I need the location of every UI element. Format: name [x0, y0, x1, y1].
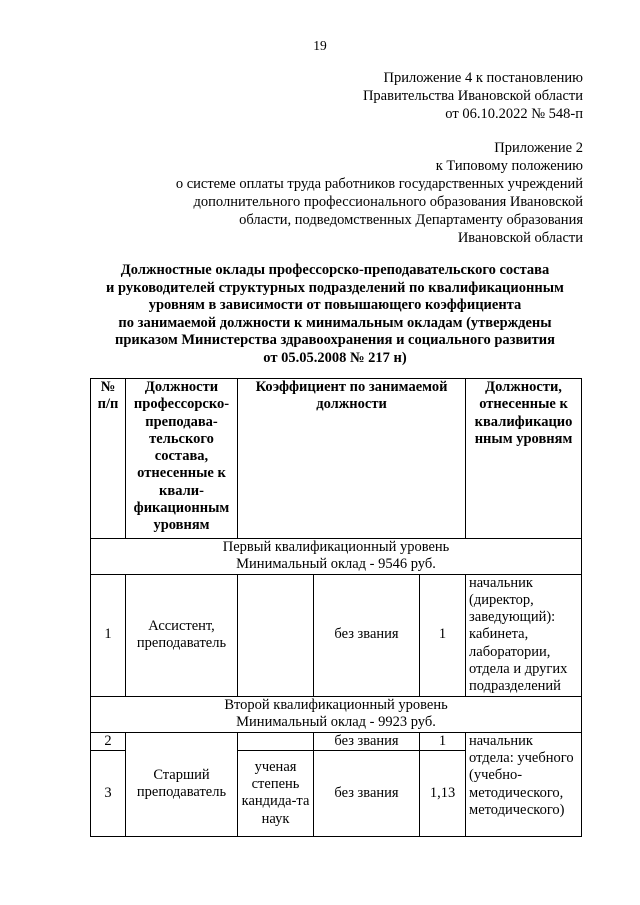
- title-line: по занимаемой должности к минимальным окладам (утверждены: [118, 314, 552, 331]
- appendix-line: области, подведомственных Департаменту образования: [239, 212, 583, 228]
- cell-title: без звания: [314, 750, 420, 836]
- level-name: Первый квалификационный уровень: [222, 539, 450, 555]
- level-row: [91, 696, 582, 732]
- appendix-line: Приложение 4 к постановлению: [383, 70, 583, 86]
- appendix-4-block: [363, 69, 583, 123]
- cell-position: Старший преподаватель: [126, 732, 238, 836]
- appendix-line: Правительства Ивановской области: [362, 88, 583, 104]
- level-row: [91, 539, 582, 575]
- level-salary: Минимальный оклад - 9546 руб.: [236, 556, 436, 573]
- cell-position: Ассистент, преподаватель: [126, 574, 238, 696]
- document-title: [90, 262, 580, 368]
- table-row: [91, 732, 582, 750]
- title-line: от 05.05.2008 № 217 н): [263, 349, 407, 366]
- cell-degree: [238, 574, 314, 696]
- cell-coef: 1,13: [420, 750, 466, 836]
- header-positions: Должности профессорско-преподава-тельского состава, отнесенные к квали-фикационным уровням: [126, 379, 238, 539]
- level-1: [91, 539, 582, 575]
- cell-degree: ученая степень кандида-та наук: [238, 750, 314, 836]
- title-line: уровням в зависимости от повышающего коэффициента: [148, 297, 522, 314]
- cell-coef: 1: [420, 574, 466, 696]
- cell-num: 1: [91, 574, 126, 696]
- page-number: 19: [313, 38, 327, 53]
- table-row: [91, 574, 582, 696]
- cell-related: начальник отдела: учебного (учебно-методического, методического): [466, 732, 582, 836]
- header-coefficient: Коэффициент по занимаемой должности: [238, 379, 466, 539]
- cell-num: 2: [91, 732, 126, 750]
- appendix-line: к Типовому положению: [435, 158, 583, 174]
- appendix-line: Приложение 2: [494, 140, 583, 156]
- cell-num: 3: [91, 750, 126, 836]
- appendix-line: Ивановской области: [457, 230, 583, 246]
- cell-coef: 1: [420, 732, 466, 750]
- title-line: Должностные оклады профессорско-преподавательского состава: [120, 262, 550, 278]
- cell-degree: [238, 732, 314, 750]
- title-line: и руководителей структурных подразделений по квалификационным: [106, 279, 564, 296]
- header-num: № п/п: [91, 379, 126, 539]
- salary-table: [90, 378, 582, 837]
- header-related: Должности, отнесенные к квалификацио нным уровням: [466, 379, 582, 539]
- appendix-line: дополнительного профессионального образования Ивановской: [193, 194, 583, 210]
- table-header-row: [91, 379, 582, 539]
- title-line: приказом Министерства здравоохранения и социального развития: [115, 332, 555, 349]
- cell-related: начальник (директор, заведующий): кабинета, лаборатории, отдела и других подразделений: [466, 574, 582, 696]
- appendix-2-block: [176, 139, 583, 247]
- appendix-line: от 06.10.2022 № 548-п: [445, 106, 583, 122]
- level-2: [91, 696, 582, 732]
- level-salary: Минимальный оклад - 9923 руб.: [236, 714, 436, 731]
- appendix-line: о системе оплаты труда работников государственных учреждений: [175, 176, 583, 192]
- level-name: Второй квалификационный уровень: [224, 696, 448, 713]
- cell-title: без звания: [314, 574, 420, 696]
- cell-title: без звания: [314, 732, 420, 750]
